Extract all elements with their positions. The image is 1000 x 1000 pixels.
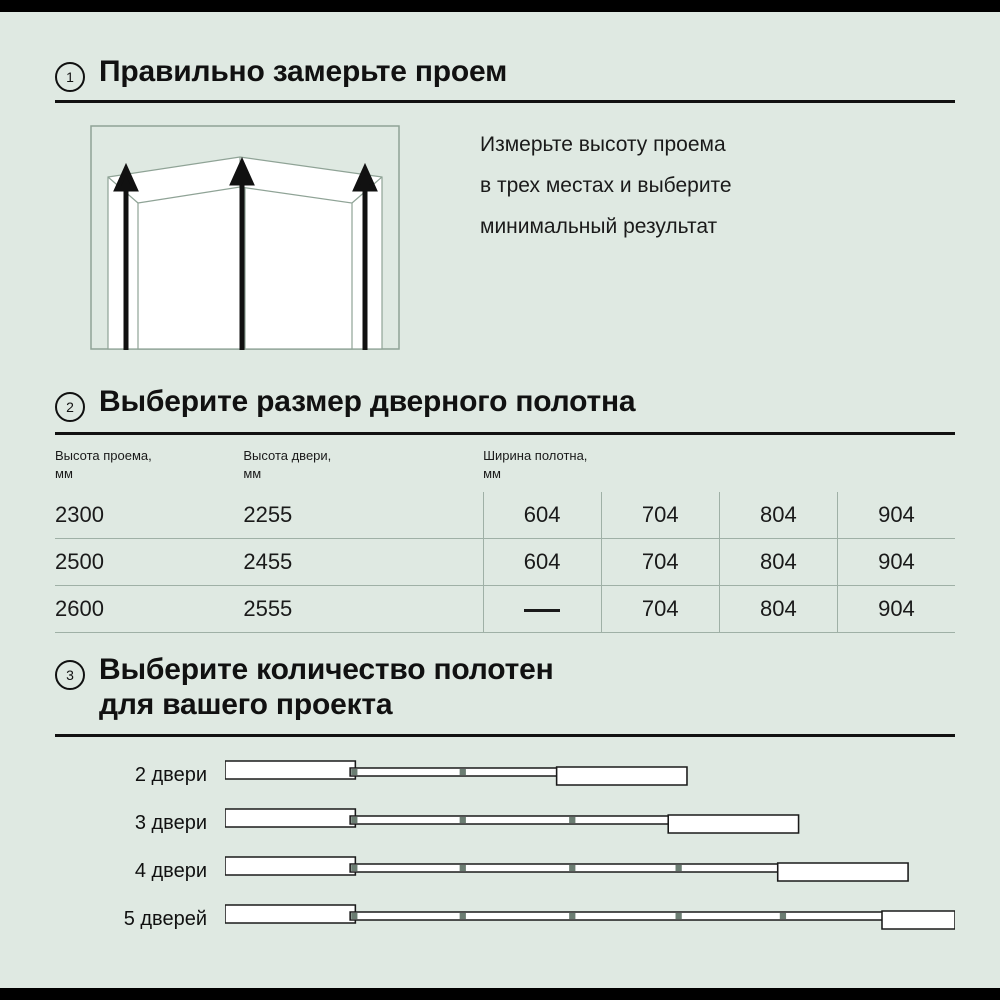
cell-width: 904 bbox=[837, 492, 955, 539]
cell-opening-height: 2300 bbox=[55, 492, 243, 539]
cell-door-height: 2255 bbox=[243, 492, 483, 539]
door-layout-5 bbox=[225, 897, 955, 941]
table-header-row bbox=[55, 435, 955, 492]
step-3-title-line-2: для вашего проекта bbox=[99, 688, 393, 722]
table-row bbox=[55, 492, 955, 539]
door-count-row[interactable] bbox=[55, 751, 955, 799]
cell-width: 604 bbox=[483, 492, 601, 539]
header-leaf-width-unit: мм bbox=[483, 465, 501, 481]
step-1-title: Правильно замерьте проем bbox=[99, 55, 508, 88]
step-3-section bbox=[55, 652, 955, 943]
cell-door-height: 2455 bbox=[243, 539, 483, 586]
door-layout-3 bbox=[225, 801, 955, 845]
door-count-options bbox=[55, 751, 955, 943]
cell-width: 804 bbox=[719, 492, 837, 539]
infographic-page bbox=[0, 12, 1000, 988]
step-3-number-badge: 3 bbox=[55, 660, 85, 690]
step-1-heading bbox=[55, 54, 955, 92]
dash-icon bbox=[524, 609, 560, 612]
header-leaf-width bbox=[483, 435, 955, 492]
door-count-row[interactable] bbox=[55, 847, 955, 895]
step-2-title: Выберите размер дверного полотна bbox=[99, 385, 636, 418]
door-count-label: 2 двери bbox=[134, 763, 207, 786]
cell-width: 804 bbox=[719, 586, 837, 633]
cell-width: 704 bbox=[601, 492, 719, 539]
door-count-label: 4 двери bbox=[134, 859, 207, 882]
door-count-row[interactable] bbox=[55, 799, 955, 847]
cell-width: 804 bbox=[719, 539, 837, 586]
step-2-section bbox=[55, 384, 955, 633]
step-2-number-badge: 2 bbox=[55, 392, 85, 422]
cell-width: 604 bbox=[483, 539, 601, 586]
step-3-title-line-1: Выберите количество полотен bbox=[99, 653, 554, 686]
table-row bbox=[55, 586, 955, 633]
header-opening-height-unit: мм bbox=[55, 465, 73, 481]
cell-width: 904 bbox=[837, 539, 955, 586]
step-1-text-line-3: минимальный результат bbox=[480, 214, 718, 238]
header-door-height bbox=[243, 435, 483, 492]
door-count-label: 3 двери bbox=[134, 811, 207, 834]
step-1-body bbox=[55, 125, 955, 350]
step-1-text-line-1: Измерьте высоту проема bbox=[480, 133, 726, 156]
divider-3 bbox=[55, 734, 955, 737]
cell-width: 704 bbox=[601, 586, 719, 633]
step-1-description bbox=[480, 125, 732, 248]
step-3-title bbox=[99, 652, 554, 722]
cell-width: 704 bbox=[601, 539, 719, 586]
divider-1 bbox=[55, 100, 955, 103]
table-row bbox=[55, 539, 955, 586]
header-door-height-unit: мм bbox=[243, 465, 262, 481]
header-leaf-width-text: Ширина полотна, bbox=[483, 448, 588, 463]
step-1-number-badge: 1 bbox=[55, 62, 85, 92]
cell-opening-height: 2500 bbox=[55, 539, 243, 586]
step-3-heading bbox=[55, 652, 955, 722]
door-layout-2 bbox=[225, 753, 955, 797]
cell-width: 904 bbox=[837, 586, 955, 633]
sizes-table bbox=[55, 435, 955, 633]
step-2-heading bbox=[55, 384, 955, 422]
cell-width-unavailable bbox=[483, 586, 601, 633]
door-count-row[interactable] bbox=[55, 895, 955, 943]
header-opening-height-text: Высота проема, bbox=[55, 448, 152, 463]
header-opening-height bbox=[55, 435, 243, 492]
door-layout-4 bbox=[225, 849, 955, 893]
step-1-section bbox=[55, 54, 955, 350]
cell-door-height: 2555 bbox=[243, 586, 483, 633]
door-count-label: 5 дверей bbox=[123, 907, 207, 930]
doorway-measurement-diagram bbox=[90, 125, 400, 350]
step-1-text-line-2: в трех местах и выберите bbox=[480, 173, 732, 197]
cell-opening-height: 2600 bbox=[55, 586, 243, 633]
header-door-height-text: Высота двери, bbox=[243, 448, 332, 463]
